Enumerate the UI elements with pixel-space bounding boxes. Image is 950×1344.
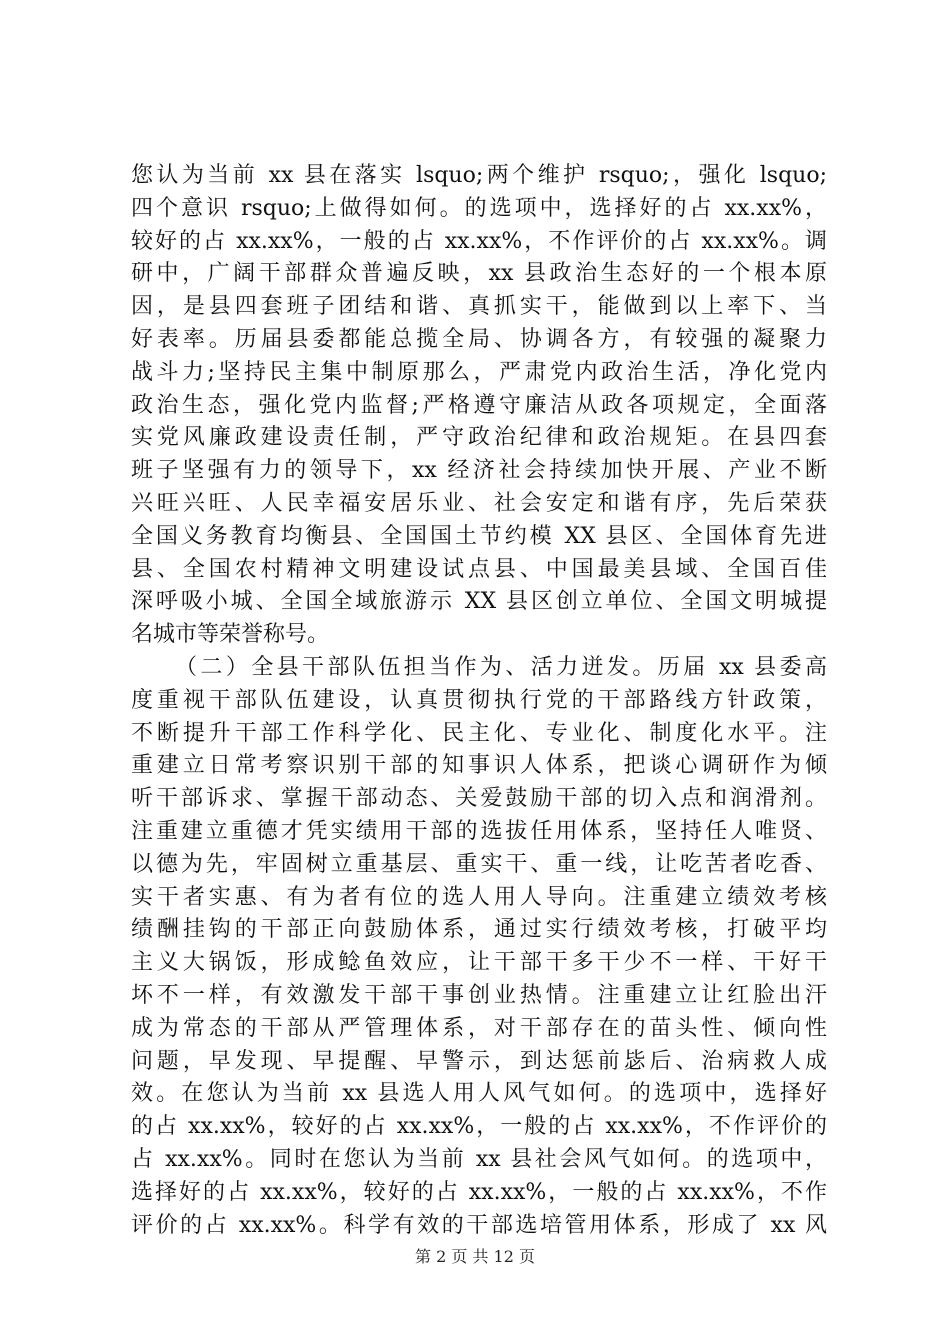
text-line: 研中，广阔干部群众普遍反映，xx 县政治生态好的一个根本原 bbox=[131, 261, 827, 287]
text-line: 占 xx.xx%。同时在您认为当前 xx 县社会风气如何。的选项中， bbox=[131, 1146, 827, 1172]
paragraph-1 bbox=[131, 160, 827, 652]
text-line: 选择好的占 xx.xx%，较好的占 xx.xx%，一般的占 xx.xx%，不作 bbox=[131, 1179, 827, 1205]
text-line: 名城市等荣誉称号。 bbox=[131, 622, 330, 648]
text-line: 因，是县四套班子团结和谐、真抓实干，能做到以上率下、当 bbox=[131, 294, 827, 320]
text-line: 不断提升干部工作科学化、民主化、专业化、制度化水平。注 bbox=[131, 720, 827, 746]
text-line: 战斗力;坚持民主集中制原那么，严肃党内政治生活，净化党内 bbox=[131, 359, 827, 385]
text-line: 重建立日常考察识别干部的知事识人体系，把谈心调研作为倾 bbox=[131, 753, 827, 779]
text-line: 评价的占 xx.xx%。科学有效的干部选培管用体系，形成了 xx 风 bbox=[131, 1212, 827, 1238]
document-body bbox=[131, 160, 827, 1242]
text-line: （二）全县干部队伍担当作为、活力迸发。历届 xx 县委高 bbox=[175, 654, 827, 680]
text-line: 绩酬挂钩的干部正向鼓励体系，通过实行绩效考核，打破平均 bbox=[131, 917, 827, 943]
paragraph-2 bbox=[131, 652, 827, 1242]
text-line: 实党风廉政建设责任制，严守政治纪律和政治规矩。在县四套 bbox=[131, 425, 827, 451]
text-line: 好表率。历届县委都能总揽全局、协调各方，有较强的凝聚力 bbox=[131, 326, 827, 352]
text-line: 听干部诉求、掌握干部动态、关爱鼓励干部的切入点和润滑剂。 bbox=[131, 786, 827, 812]
text-line: 成为常态的干部从严管理体系，对干部存在的苗头性、倾向性 bbox=[131, 1015, 827, 1041]
text-line: 度重视干部队伍建设，认真贯彻执行党的干部路线方针政策， bbox=[131, 687, 827, 713]
text-line: 班子坚强有力的领导下，xx 经济社会持续加快开展、产业不断 bbox=[131, 458, 827, 484]
text-line: 您认为当前 xx 县在落实 lsquo;两个维护 rsquo;，强化 lsquo; bbox=[131, 163, 827, 188]
text-line: 坏不一样，有效激发干部干事创业热情。注重建立让红脸出汗 bbox=[131, 982, 827, 1008]
text-line: 问题，早发现、早提醒、早警示，到达惩前毖后、治病救人成 bbox=[131, 1048, 827, 1074]
text-line: 县、全国农村精神文明建设试点县、中国最美县域、全国百佳 bbox=[131, 556, 827, 582]
text-line: 深呼吸小城、全国全域旅游示 XX 县区创立单位、全国文明城提 bbox=[131, 589, 827, 615]
text-line: 的占 xx.xx%，较好的占 xx.xx%，一般的占 xx.xx%，不作评价的 bbox=[131, 1114, 827, 1140]
text-line: 主义大锅饭，形成鲶鱼效应，让干部干多干少不一样、干好干 bbox=[131, 950, 827, 976]
text-line: 注重建立重德才凭实绩用干部的选拔任用体系，坚持任人唯贤、 bbox=[131, 818, 827, 844]
text-line: 兴旺兴旺、人民幸福安居乐业、社会安定和谐有序，先后荣获 bbox=[131, 490, 827, 516]
text-line: 效。在您认为当前 xx 县选人用人风气如何。的选项中，选择好 bbox=[131, 1081, 827, 1107]
text-line: 四个意识 rsquo;上做得如何。的选项中，选择好的占 xx.xx%， bbox=[131, 195, 827, 221]
text-line: 全国义务教育均衡县、全国国土节约模 XX 县区、全国体育先进 bbox=[131, 523, 827, 549]
text-line: 实干者实惠、有为者有位的选人用人导向。注重建立绩效考核 bbox=[131, 884, 827, 910]
text-line: 以德为先，牢固树立重基层、重实干、重一线，让吃苦者吃香、 bbox=[131, 851, 827, 877]
text-line: 政治生态，强化党内监督;严格遵守廉洁从政各项规定，全面落 bbox=[131, 392, 827, 418]
text-line: 较好的占 xx.xx%，一般的占 xx.xx%，不作评价的占 xx.xx%。调 bbox=[131, 228, 827, 254]
page-footer: 第 2 页 共 12 页 bbox=[415, 1247, 535, 1266]
